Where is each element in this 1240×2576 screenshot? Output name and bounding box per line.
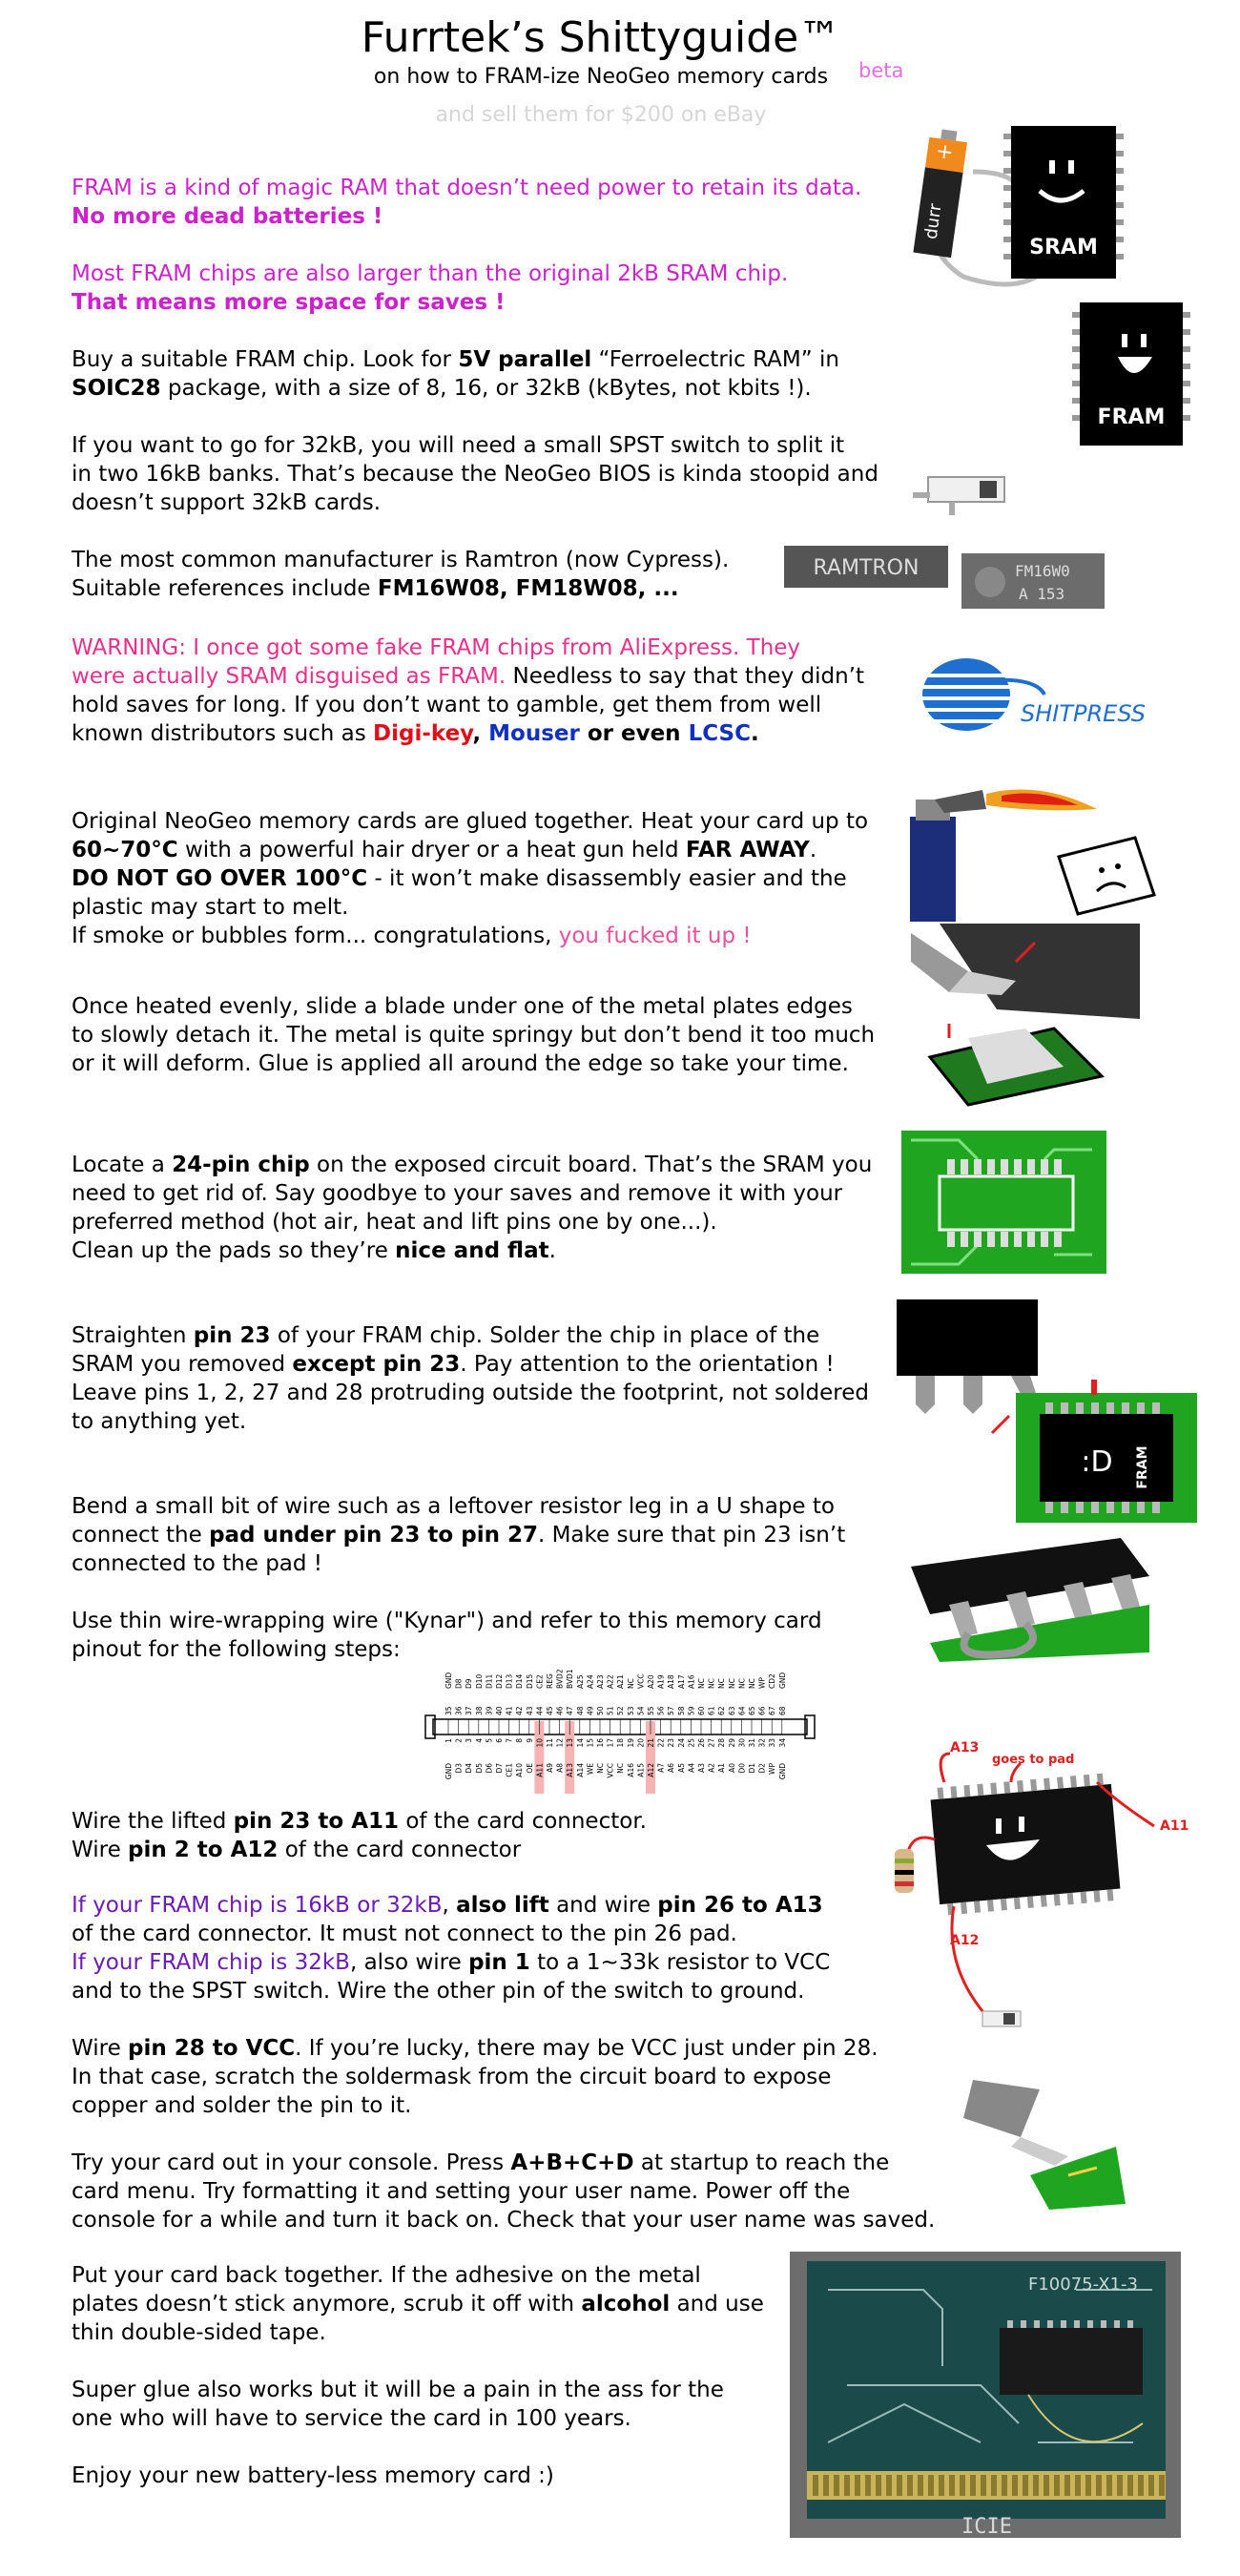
gold-finger [939, 2475, 944, 2496]
pin-number: 14 [575, 1738, 585, 1748]
gold-finger [834, 2475, 839, 2496]
svg-text:durr: durr [920, 202, 946, 241]
ramtron-chip-photo [961, 553, 1105, 611]
intro-line: Most FRAM chips are also larger than the original 2kB SRAM chip. [72, 261, 789, 286]
gold-finger [1148, 2475, 1154, 2496]
pin-name: WE [586, 1763, 595, 1776]
gold-finger [949, 2475, 955, 2496]
pin-number: 46 [555, 1706, 565, 1715]
pin-name: A19 [656, 1674, 666, 1689]
try-section: Try your card out in your console. Press A+B+C+D at startup to reach the card menu. Try formatting it and setting your user name. Power off the console for a while and turn it back on. Check that your user name was saved. [72, 2150, 936, 2233]
pin-name: A21 [616, 1674, 626, 1689]
gold-finger [865, 2475, 871, 2496]
buy-section: Buy a suitable FRAM chip. Look for 5V parallel “Ferroelectric RAM” in SOIC28 package, with a size of 8, 16, or 32kB (kBytes, not kbits !). [72, 347, 839, 401]
pin-number: 59 [687, 1706, 696, 1715]
pin-number: 37 [465, 1706, 474, 1715]
pin-name: NC [616, 1763, 626, 1774]
intro-section [72, 174, 911, 317]
intro-line-bold: That means more space for saves ! [72, 290, 506, 315]
pin-number: 10 [535, 1738, 545, 1748]
switch-icon [982, 2011, 1021, 2026]
pin-name: A5 [676, 1763, 686, 1773]
pin-name: NC [748, 1678, 756, 1689]
pin-name: A12 [647, 1763, 655, 1777]
pin-number: 39 [485, 1706, 494, 1715]
page-title: Furrtek’s Shittyguide™ [361, 13, 841, 62]
gold-finger [960, 2475, 965, 2496]
pin-name: D3 [454, 1763, 464, 1774]
warning-section: WARNING: I once got some fake FRAM chips from AliExpress. They were actually SRAM disguised as FRAM. Needless to say that they didn’t hold saves for long. If you don’t want to gamble, get them from well known distributors such as Digi-key, Mouser or even LCSC. [72, 635, 865, 746]
pin-number: 5 [485, 1738, 494, 1743]
pin-name: D13 [505, 1673, 514, 1689]
svg-text:A12: A12 [950, 1933, 980, 1948]
svg-text:A11: A11 [1160, 1818, 1189, 1834]
pin-number: 17 [606, 1738, 615, 1748]
pin-number: 13 [566, 1738, 575, 1748]
pin-number: 47 [566, 1706, 575, 1715]
gold-finger [897, 2475, 902, 2496]
pin-name: A16 [687, 1674, 696, 1689]
pin-number: 48 [575, 1706, 585, 1715]
gold-finger [844, 2475, 850, 2496]
pin-name: A3 [697, 1763, 706, 1773]
superglue-section: Super glue also works but it will be a pain in the ass for the one who will have to service the card in 100 years. [72, 2378, 724, 2431]
u-wire-illustration [911, 1538, 1164, 1662]
pin-name: WP [757, 1677, 767, 1689]
gold-finger [1106, 2475, 1112, 2496]
bend-section: Bend a small bit of wire such as a leftover resistor leg in a U shape to connect the pad under pin 23 to pin 27. Make sure that pin 23 isn’t connected to the pad ! [72, 1494, 846, 1576]
svg-text:FRAM: FRAM [1135, 1445, 1150, 1489]
pin-name: D6 [485, 1763, 494, 1774]
pin-number: 23 [667, 1738, 676, 1748]
svg-text:FM16W0: FM16W0 [1015, 562, 1070, 580]
pin-name: A9 [546, 1763, 554, 1773]
svg-text:F10075-X1-3: F10075-X1-3 [1028, 2275, 1138, 2295]
ramtron-logo [784, 546, 956, 593]
gold-finger [855, 2475, 860, 2496]
svg-text:A 153: A 153 [1019, 585, 1065, 603]
pin-number: 60 [697, 1706, 706, 1715]
gold-finger [918, 2475, 923, 2496]
gold-finger [1044, 2475, 1049, 2496]
pin-number: 67 [768, 1706, 777, 1715]
pin-name: D4 [465, 1763, 474, 1774]
pin-number: 55 [647, 1706, 655, 1715]
svg-text:ICIE: ICIE [961, 2515, 1012, 2539]
battery-icon [913, 128, 968, 258]
pin-number: 61 [707, 1706, 716, 1715]
pin-name: GND [444, 1672, 453, 1689]
pin-name: BVD1 [566, 1669, 575, 1689]
pin-number: 49 [586, 1706, 595, 1715]
pin-name: A16 [626, 1763, 635, 1777]
pin-number: 54 [636, 1706, 646, 1715]
pin-name: D0 [737, 1763, 747, 1774]
gold-finger [1064, 2475, 1070, 2496]
pin-name: D10 [474, 1673, 484, 1689]
heat-section: Original NeoGeo memory cards are glued together. Heat your card up to 60~70°C with a powerful hair dryer or a heat gun held FAR AWAY. DO NOT GO OVER 100°C - it won’t make disassembly easier and the plastic may start to melt. If smoke or bubbles form... congratulations, you fucked it up ! [72, 809, 869, 948]
pin-number: 7 [505, 1738, 514, 1743]
pin-name: A7 [656, 1763, 666, 1773]
fram-chip-illustration [1070, 298, 1194, 450]
pin-name: CD2 [768, 1673, 777, 1689]
gold-finger [1096, 2475, 1102, 2496]
switch-section: If you want to go for 32kB, you will need a small SPST switch to split it in two 16kB banks. That’s because the NeoGeo BIOS is kinda stoopid and doesn’t support 32kB cards. [72, 433, 878, 515]
pin-number: 40 [495, 1706, 504, 1715]
intro-line-bold: No more dead batteries ! [72, 204, 383, 229]
pin-number: 33 [768, 1738, 777, 1748]
lcsc-link: LCSC [688, 721, 751, 746]
gold-finger [1012, 2475, 1018, 2496]
pin-number: 2 [454, 1738, 464, 1743]
pin-name: OE [525, 1763, 534, 1774]
sram-chip-icon [1003, 126, 1124, 279]
gold-finger [907, 2475, 913, 2496]
gold-finger [813, 2475, 818, 2496]
locate-section: Locate a 24-pin chip on the exposed circuit board. That’s the SRAM you need to get rid of. Say goodbye to your saves and remove it with your preferred method (hot air, heat and lift pins one by one...). Clean up the pads so they’re nice and flat. [72, 1153, 873, 1263]
pin-name: REG [546, 1673, 554, 1689]
pin-name: NC [717, 1678, 727, 1689]
pin-number: 65 [748, 1706, 756, 1715]
pin-name: D15 [525, 1673, 534, 1689]
gold-finger [1002, 2475, 1007, 2496]
digikey-link: Digi-key [373, 721, 473, 746]
pin-name: D9 [465, 1678, 474, 1689]
pin-name: D1 [748, 1763, 756, 1774]
manufacturer-section: The most common manufacturer is Ramtron (now Cypress). Suitable references include FM16W08, FM18W08, ... [72, 548, 730, 601]
pin-name: D14 [515, 1673, 525, 1689]
pin-number: 57 [667, 1706, 676, 1715]
tagline: and sell them for $200 on eBay [435, 103, 767, 127]
gold-finger [970, 2475, 976, 2496]
pin-name: D5 [474, 1763, 484, 1774]
svg-text:SHITPRESS: SHITPRESS [1021, 700, 1146, 727]
pin-name: GND [444, 1763, 453, 1780]
mouser-link: Mouser [488, 721, 580, 746]
gold-finger [1117, 2475, 1123, 2496]
gold-finger [1159, 2475, 1165, 2496]
pin-name: A15 [636, 1763, 646, 1777]
pin-number: 35 [444, 1706, 453, 1715]
pin-number: 8 [515, 1738, 525, 1743]
gold-finger [928, 2475, 934, 2496]
pin-number: 32 [757, 1738, 767, 1748]
scratch-soldermask-illustration [963, 2080, 1135, 2213]
pin-number: 56 [656, 1706, 666, 1715]
blade-pry-illustration [911, 924, 1149, 1114]
pin-number: 41 [505, 1706, 514, 1715]
pin-number: 58 [676, 1706, 686, 1715]
pin-name: NC [737, 1678, 747, 1689]
memory-card-pinout [420, 1660, 820, 1794]
svg-text:A13: A13 [950, 1740, 980, 1755]
pin-number: 22 [656, 1738, 666, 1748]
pin-number: 52 [616, 1706, 626, 1715]
pin-name: A24 [586, 1674, 595, 1689]
pin-number: 4 [474, 1738, 484, 1743]
pin-number: 21 [647, 1738, 655, 1748]
fram-wiring-diagram [868, 1735, 1189, 2059]
pin-name: A11 [535, 1763, 545, 1777]
pin-name: VCC [636, 1673, 646, 1689]
vcc-section: Wire pin 28 to VCC. If you’re lucky, there may be VCC just under pin 28. In that case, scratch the soldermask from the circuit board to expose copper and solder the pin to it. [72, 2036, 878, 2118]
pin-name: GND [777, 1763, 787, 1780]
pin-name: NC [626, 1678, 635, 1689]
pin-number: 34 [777, 1738, 787, 1748]
pin-number: 25 [687, 1738, 696, 1748]
pin-name: VCC [606, 1763, 615, 1778]
beta-badge: beta [858, 59, 904, 82]
spst-switch-illustration [911, 456, 1016, 523]
svg-text:RAMTRON: RAMTRON [813, 556, 920, 580]
gold-finger [886, 2475, 892, 2496]
pin-number: 18 [616, 1738, 626, 1748]
gold-finger [876, 2475, 881, 2496]
pin-name: D8 [454, 1678, 464, 1689]
pin-number: 16 [596, 1738, 605, 1748]
pin-number: 9 [525, 1738, 534, 1743]
pin-name: NC [697, 1678, 706, 1689]
pin-number: 11 [546, 1738, 554, 1748]
battery-sram-illustration [906, 114, 1192, 305]
pin-name: A0 [727, 1763, 736, 1773]
pin-number: 38 [474, 1706, 484, 1715]
pin-number: 26 [697, 1738, 706, 1748]
straighten-pin-illustration [897, 1299, 1202, 1528]
pin-name: A22 [606, 1674, 615, 1689]
pin-number: 28 [717, 1738, 727, 1748]
pin-number: 27 [707, 1738, 716, 1748]
pin-name: D2 [757, 1763, 767, 1774]
pin-number: 64 [737, 1706, 747, 1715]
pin-name: D12 [495, 1673, 504, 1689]
shitpress-logo [920, 656, 1168, 752]
svg-text:+: + [934, 138, 956, 166]
pin-number: 6 [495, 1738, 504, 1743]
svg-text::D: :D [1081, 1445, 1113, 1479]
pin-name: D11 [485, 1673, 494, 1689]
pin-number: 53 [626, 1706, 635, 1715]
pin-number: 19 [626, 1738, 635, 1748]
finished-card-photo [790, 2252, 1181, 2538]
pin-name: NC [596, 1763, 605, 1774]
pin-number: 20 [636, 1738, 646, 1748]
pin-number: 50 [596, 1706, 605, 1715]
pin-name: A1 [717, 1763, 727, 1773]
pin-name: NC [727, 1678, 736, 1689]
pin-number: 45 [546, 1706, 554, 1715]
resistor-icon [895, 1849, 914, 1893]
pin-number: 30 [737, 1738, 747, 1748]
page-subtitle: on how to FRAM-ize NeoGeo memory cards [373, 65, 829, 89]
gold-finger [823, 2475, 829, 2496]
pin-name: A8 [555, 1763, 565, 1773]
kynar-section: Use thin wire-wrapping wire ("Kynar") and refer to this memory card pinout for the following steps: [72, 1609, 822, 1662]
pin-number: 44 [535, 1706, 545, 1715]
pin-name: A20 [647, 1674, 655, 1689]
pin-name: A25 [575, 1674, 585, 1689]
pin-name: A18 [667, 1674, 676, 1689]
gold-finger [1085, 2475, 1091, 2496]
pin-number: 36 [454, 1706, 464, 1715]
pin-number: 1 [444, 1738, 453, 1743]
gold-finger [1054, 2475, 1060, 2496]
fram-size-section: If your FRAM chip is 16kB or 32kB, also lift and wire pin 26 to A13 of the card connector. It must not connect to the pin 26 pad. If your FRAM chip is 32kB, also wire pin 1 to a 1~33k resistor to VCC and to the SPST switch. Wire the other pin of the switch to ground. [72, 1893, 831, 2004]
pin-name: A10 [515, 1763, 525, 1777]
pin-name: BVD2 [555, 1669, 565, 1689]
pin-name: CE2 [535, 1674, 545, 1689]
pin-number: 66 [757, 1706, 767, 1715]
gold-finger [991, 2475, 997, 2496]
pin-number: 43 [525, 1706, 534, 1715]
pin-number: 62 [717, 1706, 727, 1715]
pin-number: 51 [606, 1706, 615, 1715]
pin-name: A6 [667, 1763, 676, 1773]
pin-name: A13 [566, 1763, 575, 1777]
pin-name: A4 [687, 1763, 696, 1773]
heat-gun-illustration [906, 771, 1154, 924]
pin-name: D7 [495, 1763, 504, 1774]
pin-number: 29 [727, 1738, 736, 1748]
pin-number: 3 [465, 1738, 474, 1743]
gold-finger [1023, 2475, 1028, 2496]
pin-number: 31 [748, 1738, 756, 1748]
blade-section: Once heated evenly, slide a blade under one of the metal plates edges to slowly detach it. The metal is quite springy but don’t bend it too much or it will deform. Glue is applied all around the edge so take your time. [72, 994, 876, 1076]
svg-text:SRAM: SRAM [1029, 236, 1098, 260]
pin-name: WP [768, 1763, 777, 1775]
pin-number: 12 [555, 1738, 565, 1748]
gold-finger [1033, 2475, 1039, 2496]
pin-name: A14 [575, 1763, 585, 1777]
svg-text:goes to pad: goes to pad [992, 1753, 1075, 1767]
gold-finger [981, 2475, 986, 2496]
svg-text:FRAM: FRAM [1097, 405, 1166, 429]
pin-number: 63 [727, 1706, 736, 1715]
pin-number: 15 [586, 1738, 595, 1748]
pin-name: A17 [676, 1674, 686, 1689]
together-section: Put your card back together. If the adhesive on the metal plates doesn’t stick anymore, scrub it off with alcohol and use thin double-sided tape. [72, 2263, 764, 2345]
pin-number: 68 [777, 1706, 787, 1715]
intro-line: FRAM is a kind of magic RAM that doesn’t need power to retain its data. [72, 176, 862, 200]
pcb-footprint-illustration [901, 1131, 1106, 1274]
pin-name: A23 [596, 1674, 605, 1689]
gold-finger [1075, 2475, 1081, 2496]
pin-name: CE1 [505, 1763, 514, 1777]
enjoy-line: Enjoy your new battery-less memory card :) [72, 2463, 554, 2488]
pin-name: A2 [707, 1763, 716, 1773]
straighten-section: Straighten pin 23 of your FRAM chip. Solder the chip in place of the SRAM you removed except pin 23. Pay attention to the orientation ! Leave pins 1, 2, 27 and 28 protruding outside the footprint, not soldered to anything yet. [72, 1323, 869, 1434]
pin-number: 42 [515, 1706, 525, 1715]
pin-name: GND [777, 1672, 787, 1689]
wire-a11-section: Wire the lifted pin 23 to A11 of the card connector. Wire pin 2 to A12 of the card connector [72, 1809, 647, 1862]
gold-finger [1138, 2475, 1144, 2496]
gold-finger [1127, 2475, 1133, 2496]
pin-name: NC [707, 1678, 716, 1689]
pin-number: 24 [676, 1738, 686, 1748]
